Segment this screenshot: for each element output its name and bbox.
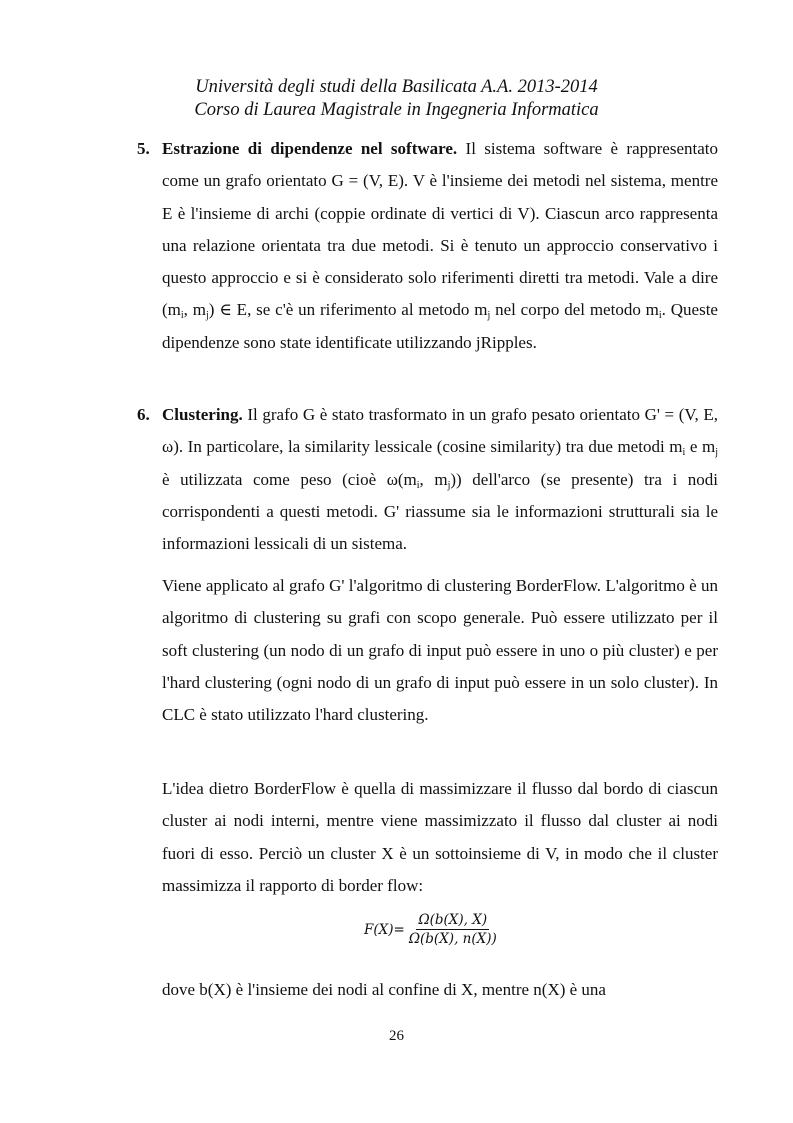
subscript: j — [205, 310, 209, 322]
list-item-6 — [137, 399, 718, 560]
item-text: Il grafo G è stato trasformato in un grafo pesato orientato G' = (V, E, ω). In particolare, la similarity lessicale (cosine similarity) tra due metodi m — [162, 405, 718, 457]
paragraph-borderflow: Viene applicato al grafo G' l'algoritmo di clustering BorderFlow. L'algoritmo è un algoritmo di clustering su grafi con scopo generale. Può essere utilizzato per il soft clustering (un nodo di un grafo di input può essere in uno o più cluster) e per l'hard clustering (ogni nodo di un grafo di input può essere in un solo cluster). In CLC è stato utilizzato l'hard clustering. — [162, 576, 718, 725]
subscript: j — [447, 479, 451, 491]
item-text: è utilizzata come peso (cioè ω(m — [162, 469, 417, 489]
item-title: Estrazione di dipendenze nel software. — [162, 139, 458, 158]
item-text: nel corpo del metodo m — [490, 300, 659, 320]
page-header — [0, 76, 793, 122]
formula-denominator: Ω(b(X), n(X)) — [408, 931, 497, 947]
item-text: Il sistema software è rappresentato come un grafo orientato G = (V, E). V è l'insieme dei metodi nel sistema, mentre E è l'insieme di archi (coppie ordinate di vertici di V). Ciascun arco rappresenta una relazione orientata tra due metodi. Si è tenuto un approccio conservativo i questo approccio e si è considerato solo riferimenti diretti tra metodi. Vale a dire (m — [162, 139, 718, 320]
page-number: 26 — [389, 1028, 404, 1044]
item-text: )) dell'arco (se presente) tra i nodi corrispondenti a questi metodi. G' riassume sia le informazioni strutturali sia le informazioni lessicali di un sistema. — [162, 469, 718, 554]
subscript: i — [658, 310, 662, 322]
formula-fraction — [407, 912, 499, 947]
subscript: i — [416, 479, 420, 491]
item-text: . Queste dipendenze sono state identificate utilizzando jRipples. — [162, 300, 718, 352]
item-text: , m — [183, 300, 206, 320]
item-number: 6. — [137, 405, 150, 424]
formula-lhs: F(X)= — [364, 921, 405, 938]
list-item-5 — [137, 133, 718, 359]
paragraph-definition: dove b(X) è l'insieme dei nodi al confine di X, mentre n(X) è una — [162, 980, 606, 999]
item-text: , m — [419, 469, 448, 489]
subscript: i — [180, 310, 184, 322]
header-course: Corso di Laurea Magistrale in Ingegneria Informatica — [194, 100, 599, 120]
item-number: 5. — [137, 139, 150, 158]
item-title: Clustering. — [162, 405, 243, 424]
item-text: ) ∈ E, se c'è un riferimento al metodo m — [208, 300, 488, 320]
subscript: j — [487, 310, 491, 322]
subscript: j — [715, 447, 718, 459]
paragraph-idea: L'idea dietro BorderFlow è quella di massimizzare il flusso dal bordo di ciascun cluster ai nodi interni, mentre viene massimizzato il flusso dal cluster ai nodi fuori di esso. Perciò un cluster X è un sottoinsieme di V, in modo che il cluster massimizza il rapporto di border flow: — [162, 779, 718, 895]
header-university: Università degli studi della Basilicata A.A. 2013-2014 — [195, 77, 598, 97]
item-text: e m — [685, 437, 716, 457]
formula-numerator: Ω(b(X), X) — [418, 912, 488, 928]
subscript: i — [682, 447, 686, 459]
border-flow-formula — [364, 912, 499, 947]
